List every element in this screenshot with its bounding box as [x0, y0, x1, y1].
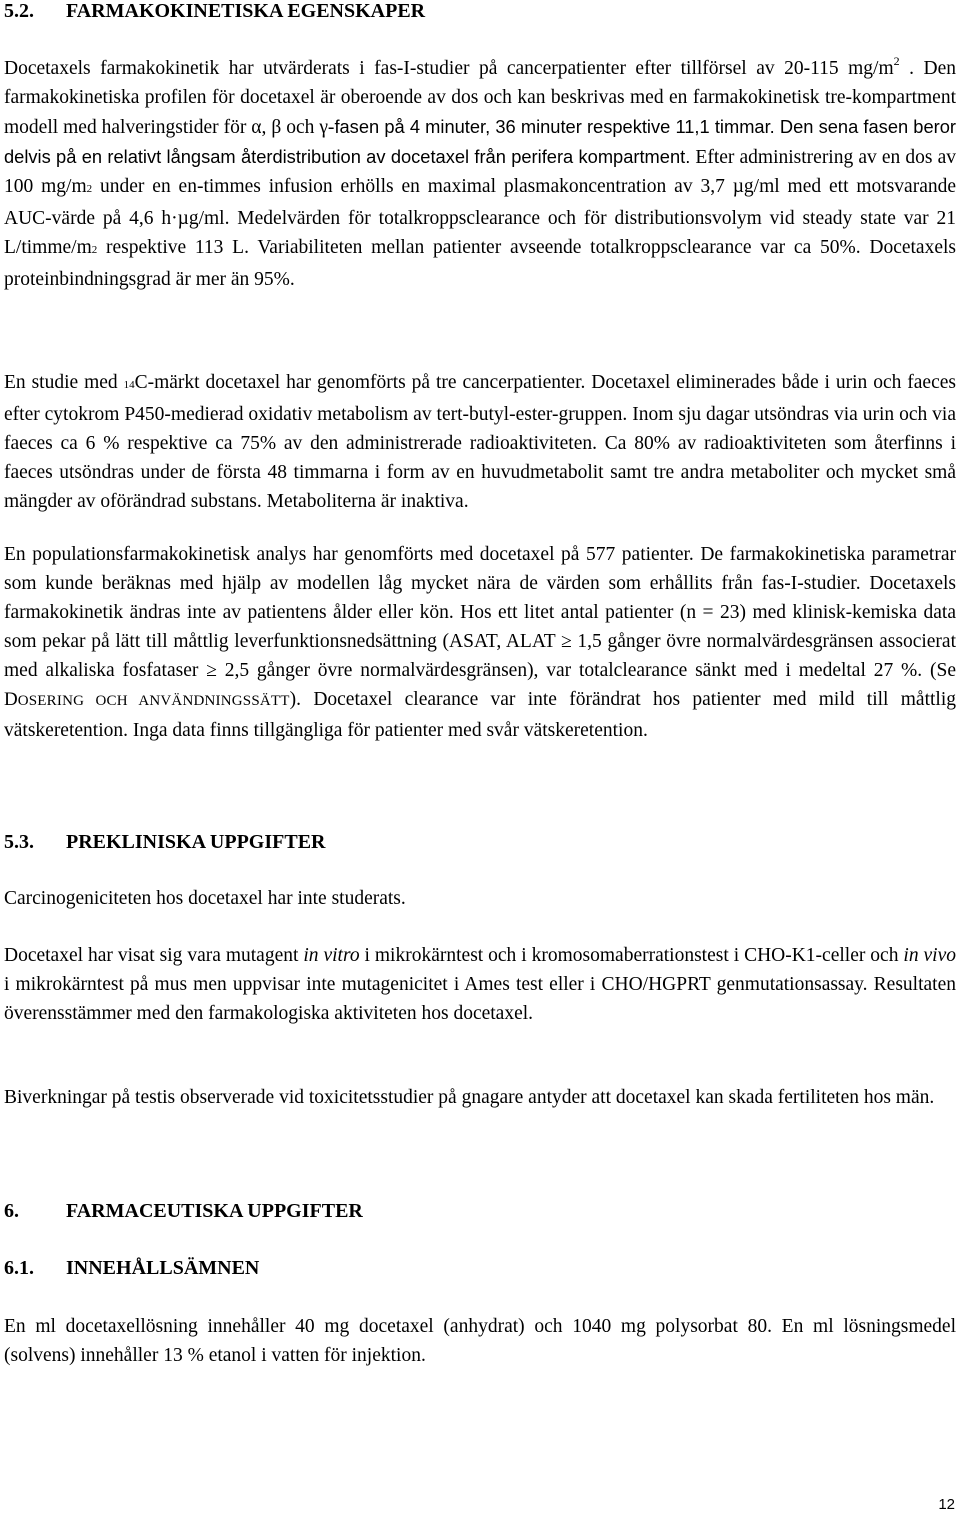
text-run: . Den farmakokinetiska profilen för docetaxel är oberoende av dos och kan beskrivas med en farmakokinetisk tre-kompartment modell med halveringstider för α, β och γ-	[4, 58, 956, 138]
text-run: Carcinogeniciteten hos docetaxel har inte studerats.	[4, 888, 406, 909]
section-title: FARMAKOKINETISKA EGENSKAPER	[66, 0, 426, 22]
section-heading-5-3	[4, 829, 325, 855]
text-run: under en en-timmes infusion erhölls en maximal plasmakoncentration av 3,7 µg/ml med ett motsvarande AUC-värde på 4,6 h·µg/ml. Medelvärden för totalkroppsclearance och för distributionsvolym vid steady state var 21 L/timme/m	[4, 176, 957, 258]
text-run: En ml docetaxellösning innehåller 40 mg docetaxel (anhydrat) och 1040 mg polysorbat 80. En ml lösningsmedel (solvens) innehåller 13 % etanol i vatten för injektion.	[4, 1316, 956, 1366]
paragraph-pharmacokinetics	[4, 54, 956, 294]
text-run: Docetaxels farmakokinetik har utvärderats i fas-I-studier på cancerpatienter efter tillförsel av 20-115 mg/m	[4, 58, 894, 79]
text-run: respektive 113 L. Variabiliteten mellan patienter avseende totalkroppsclearance var ca 50%. Docetaxels proteinbindningsgrad är mer än 95%.	[4, 237, 956, 290]
section-heading-5-2	[4, 0, 425, 24]
cross-reference: OSERING OCH ANVÄNDNINGSSÄTT	[17, 693, 290, 709]
isotope-number: 14	[123, 379, 135, 391]
section-number: 5.3.	[4, 831, 34, 853]
paragraph-elimination	[4, 368, 956, 516]
paragraph-mutagenicity	[4, 941, 956, 1028]
text-run: Biverkningar på testis observerade vid toxicitetsstudier på gnagare antyder att docetaxel kan skada fertiliteten hos män.	[4, 1087, 935, 1108]
section-title: FARMACEUTISKA UPPGIFTER	[66, 1200, 363, 1222]
text-run: i mikrokärntest och i kromosomaberrationstest i CHO-K1-celler och	[359, 945, 904, 966]
italic-term: in vitro	[303, 945, 360, 966]
superscript: 2	[91, 244, 98, 256]
superscript: 2	[86, 183, 93, 195]
section-heading-6	[4, 1198, 363, 1224]
section-number: 6.1.	[4, 1257, 34, 1279]
paragraph-contents	[4, 1312, 956, 1370]
text-run: fasen på 4 minuter, 36 minuter respektive 11,1 timmar. Den sena fasen beror delvis på en relativt långsam återdistribution av docetaxel från perifera kompartment.	[4, 116, 956, 167]
paragraph-carcinogenicity	[4, 884, 956, 913]
text-run: C-märkt docetaxel har genomförts på tre cancerpatienter. Docetaxel eliminerades både i urin och faeces efter cytokrom P450-medierad oxidativ metabolism av tert-butyl-ester-gruppen. Inom sju dagar utsöndras via urin och via faeces ca 6 % respektive ca 75% av den administrerade radioaktiviteten. Ca 80% av radioaktiviteten som återfinns i faeces utsöndras under de första 48 timmarna i form av en huvudmetabolit samt tre andra metaboliter och mycket små mängder av oförändrad substans. Metaboliterna är inaktiva.	[4, 372, 956, 512]
section-title: PREKLINISKA UPPGIFTER	[66, 831, 326, 853]
section-number: 6.	[4, 1200, 19, 1222]
paragraph-fertility	[4, 1083, 956, 1112]
italic-term: in vivo	[903, 945, 957, 966]
section-number: 5.2.	[4, 0, 34, 22]
text-run: En populationsfarmakokinetisk analys har genomförts med docetaxel på 577 patienter. De farmakokinetiska parametrar som kunde beräknas med hjälp av modellen låg mycket nära de värden som erhållits från fas-I-studier. Docetaxels farmakokinetik ändras inte av patientens ålder eller kön. Hos ett litet antal patienter (n = 23) med klinisk-kemiska data som pekar på lätt till måttlig leverfunktionsnedsättning (ASAT, ALAT ≥ 1,5 gånger övre normalvärdesgränsen associerat med alkaliska fosfataser ≥ 2,5 gånger övre normalvärdesgränsen), var totalclearance sänkt med i medeltal 27 %. (Se	[4, 544, 956, 681]
text-run: Docetaxel har visat sig vara mutagent	[4, 945, 304, 966]
superscript: 2	[893, 54, 900, 68]
text-run: En studie med	[4, 372, 124, 393]
paragraph-population-pk	[4, 540, 956, 745]
text-run: ). Docetaxel clearance var inte förändrat hos patienter med mild till måttlig vätskeretention. Inga data finns tillgängliga för patienter med svår vätskeretention.	[4, 689, 957, 741]
cross-reference: D	[4, 689, 18, 710]
section-title: INNEHÅLLSÄMNEN	[66, 1257, 260, 1279]
section-heading-6-1	[4, 1255, 259, 1281]
text-run: i mikrokärntest på mus men uppvisar inte mutagenicitet i Ames test eller i CHO/HGPRT genmutationsassay. Resultaten överensstämmer med den farmakologiska aktiviteten hos docetaxel.	[4, 974, 956, 1024]
page-number: 12	[938, 1496, 955, 1513]
text-run: Efter administrering av en dos av 100 mg/m	[4, 147, 956, 197]
